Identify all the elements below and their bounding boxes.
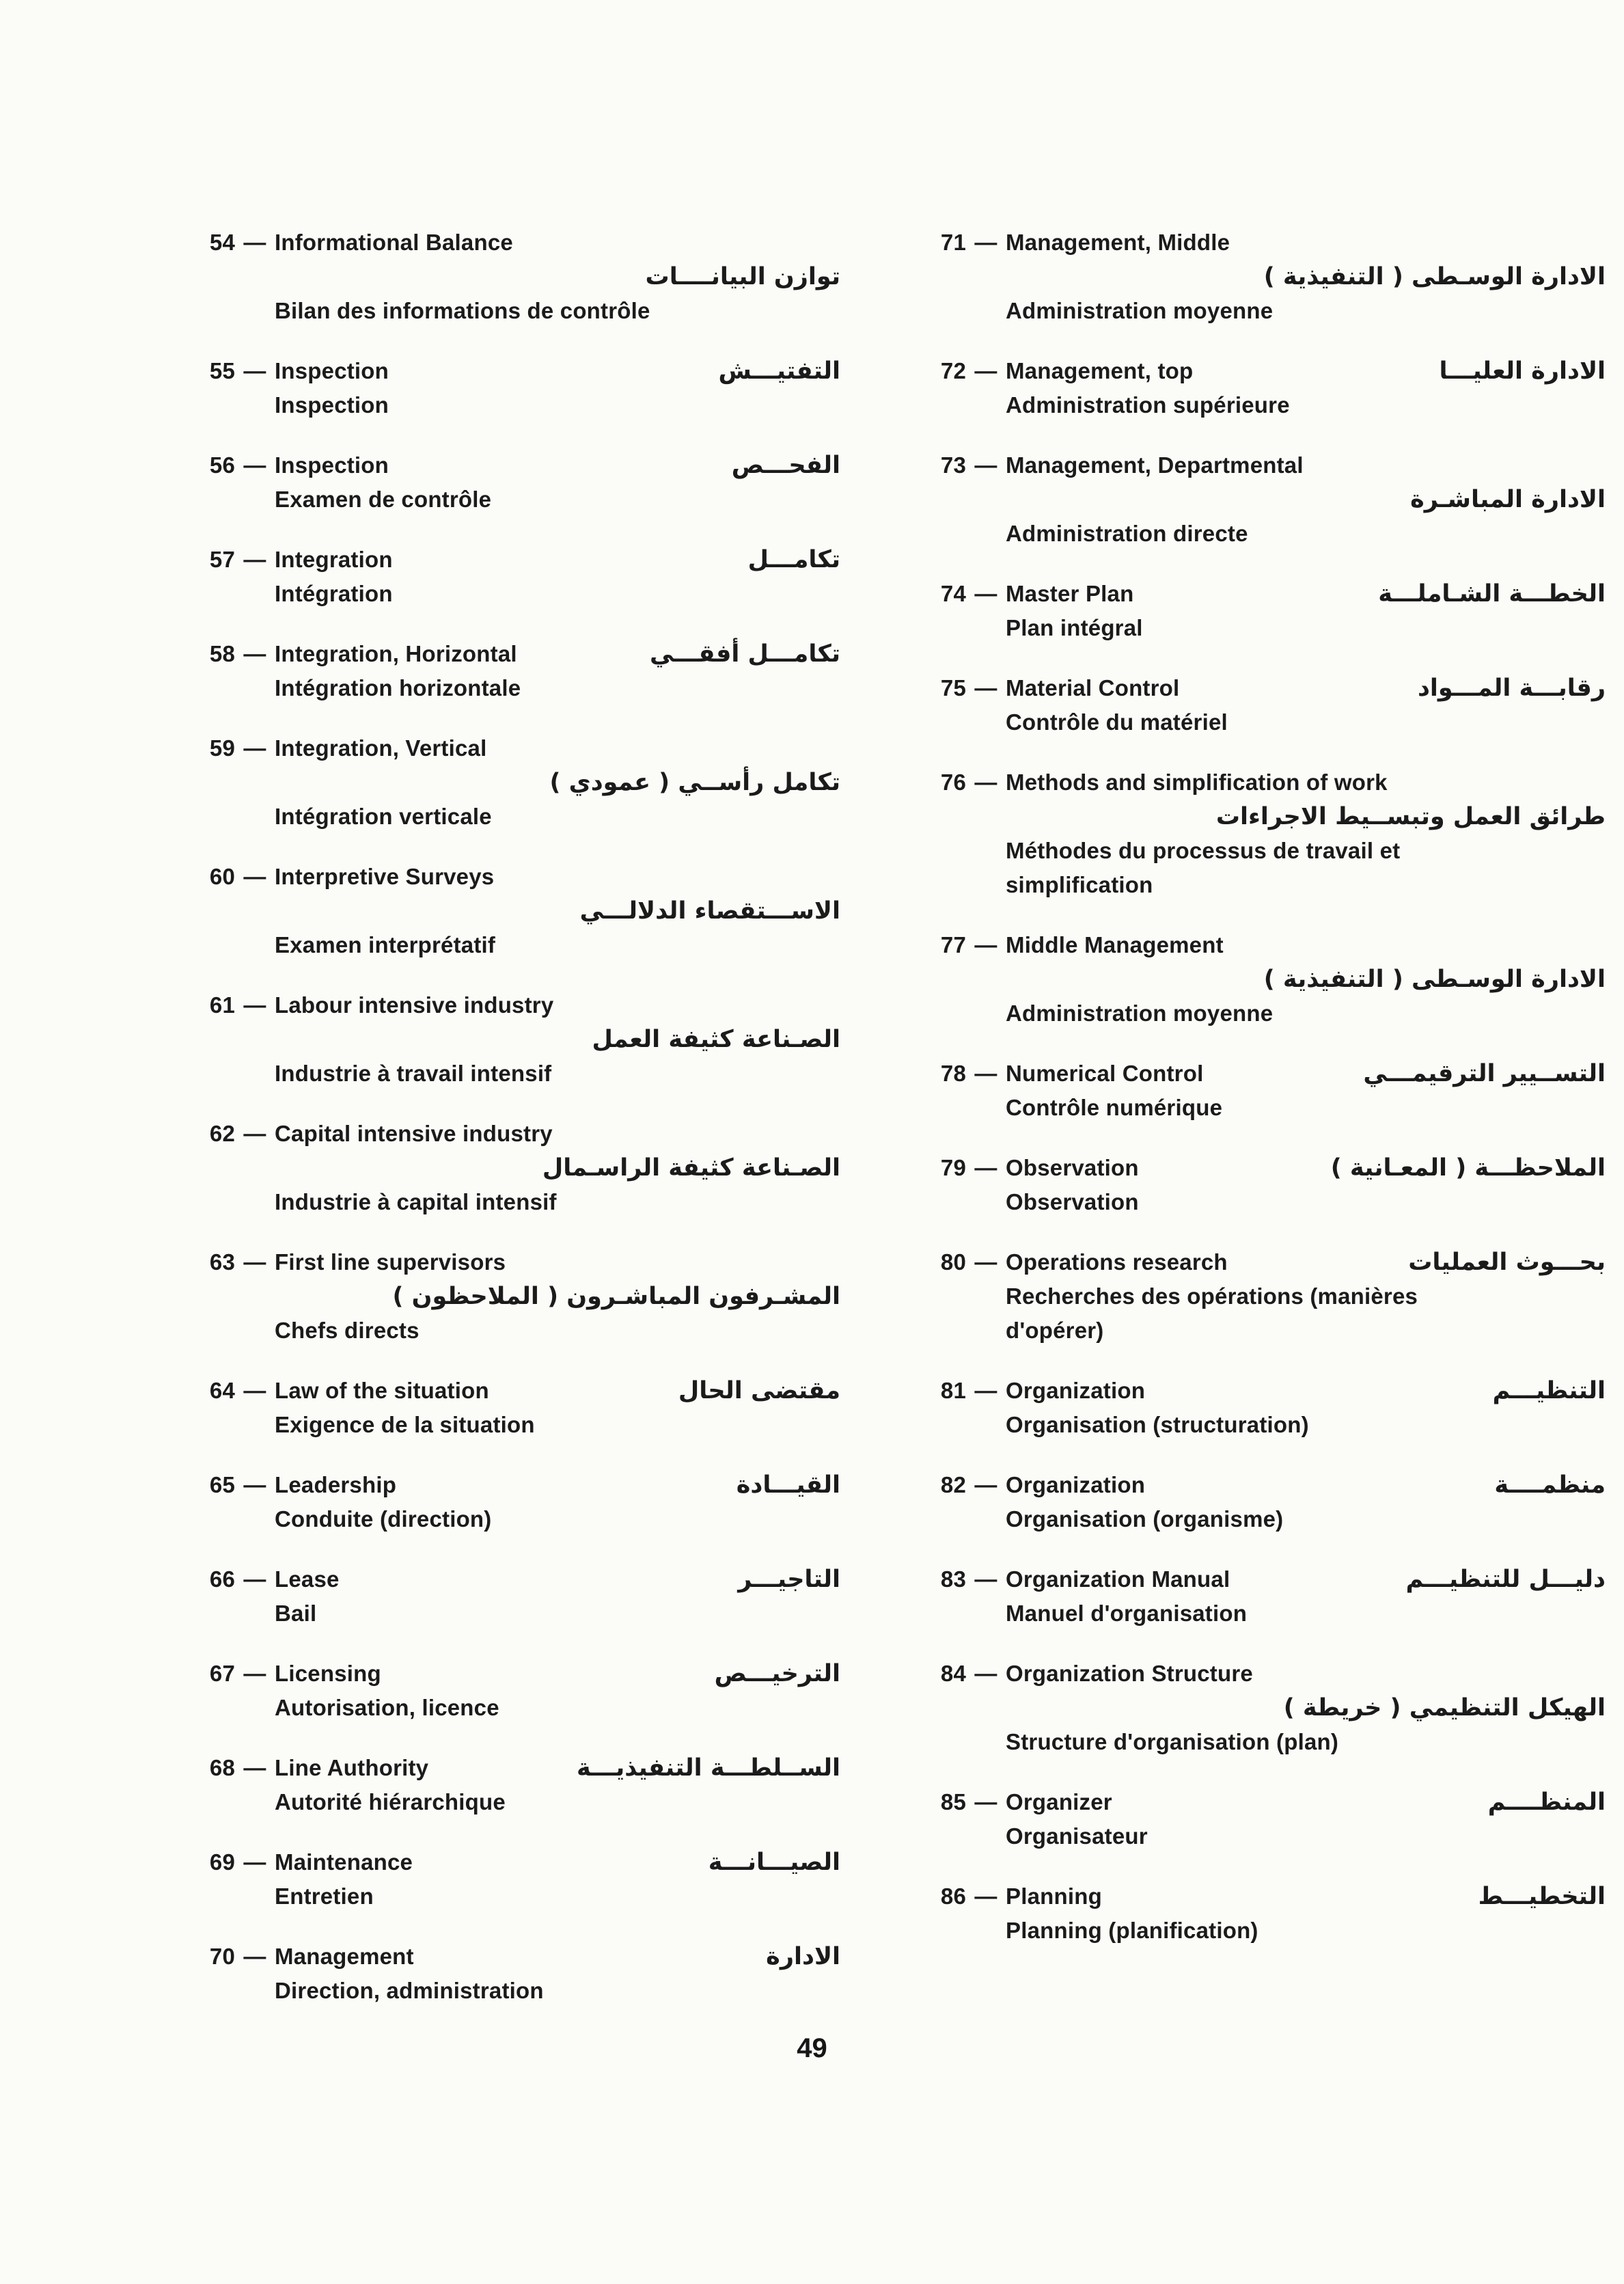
entry-separator-dash: —: [243, 1472, 266, 1497]
entry-term-english: Planning: [1006, 1884, 1102, 1909]
entry-term-arabic: منظمــــة: [1494, 1471, 1606, 1499]
entry-separator-dash: —: [243, 1661, 266, 1686]
glossary-entry: [191, 1751, 840, 1819]
glossary-entry: [922, 1562, 1606, 1631]
entry-term-french: Industrie à travail intensif: [275, 1061, 552, 1086]
entry-term-english: Line Authority: [275, 1755, 429, 1780]
entry-first-line: [191, 1562, 840, 1596]
entry-term-french: Direction, administration: [275, 1978, 544, 2003]
entry-term-arabic: بحـــوث العمليات: [1408, 1249, 1606, 1276]
entry-term-french: Planning (planification): [1006, 1918, 1258, 1943]
glossary-entry: [191, 860, 840, 962]
entry-term-arabic: الســلطـــة التنفيذيـــة: [576, 1754, 840, 1782]
entry-term-french: Intégration horizontale: [275, 675, 521, 701]
glossary-entry: [922, 1151, 1606, 1219]
entry-number: 59: [209, 735, 235, 761]
entry-number: 62: [209, 1121, 235, 1146]
entry-first-line: [191, 988, 840, 1022]
entry-term-french: Autorisation, licence: [275, 1695, 499, 1720]
entry-term-french: Bail: [275, 1601, 317, 1626]
entry-first-line: [922, 1562, 1606, 1596]
entry-separator-dash: —: [974, 1661, 997, 1686]
entry-term-arabic: الادارة الوسـطى ( التنفيذية ): [1263, 263, 1606, 290]
entry-term-arabic: رقابـــة المـــواد: [1417, 675, 1606, 702]
entry-separator-dash: —: [243, 358, 266, 383]
entry-first-line: [191, 1374, 840, 1408]
entry-term-english: Informational Balance: [275, 230, 513, 255]
glossary-entry: [191, 637, 840, 705]
entry-separator-dash: —: [243, 1121, 266, 1146]
entry-number: 80: [940, 1249, 966, 1275]
entry-first-line: [191, 1468, 840, 1502]
glossary-entry: [191, 1468, 840, 1536]
entry-term-french: Méthodes du processus de travail et simplification: [1006, 838, 1401, 897]
entry-first-line: [191, 543, 840, 577]
entry-term-french: Intégration verticale: [275, 804, 492, 829]
entry-number: 73: [940, 452, 966, 478]
entry-term-arabic: التخطيـــط: [1478, 1883, 1606, 1910]
left-column: [191, 226, 840, 2034]
entry-term-arabic: الصيـــانـــة: [708, 1849, 840, 1876]
entry-number: 66: [209, 1566, 235, 1592]
entry-term-english: Maintenance: [275, 1849, 413, 1875]
entry-term-french: Structure d'organisation (plan): [1006, 1729, 1339, 1754]
glossary-entry: [922, 1468, 1606, 1536]
entry-separator-dash: —: [243, 735, 266, 761]
entry-term-arabic: المشـرفون المباشـرون ( الملاحظون ): [392, 1283, 840, 1310]
entry-term-arabic: التنظيـــم: [1492, 1377, 1606, 1404]
entry-term-french: Autorité hiérarchique: [275, 1789, 506, 1814]
entry-separator-dash: —: [974, 581, 997, 606]
entry-term-arabic: الادارة: [766, 1943, 840, 1970]
glossary-entry: [191, 1117, 840, 1219]
entry-term-french: Manuel d'organisation: [1006, 1601, 1248, 1626]
entry-separator-dash: —: [243, 992, 266, 1018]
entry-term-arabic: الاســـتقصاء الدلالـــي: [579, 897, 840, 925]
entry-separator-dash: —: [974, 358, 997, 383]
entry-term-english: Master Plan: [1006, 581, 1134, 606]
entry-term-french: Entretien: [275, 1884, 374, 1909]
entry-term-english: Numerical Control: [1006, 1061, 1204, 1086]
entry-term-english: Middle Management: [1006, 932, 1224, 957]
entry-first-line: [922, 1374, 1606, 1408]
entry-term-french: Conduite (direction): [275, 1506, 492, 1532]
entry-term-arabic: الفحـــص: [731, 452, 840, 479]
entry-term-arabic: تكامل رأســي ( عمودي ): [549, 769, 840, 796]
glossary-entry: [922, 577, 1606, 645]
entry-separator-dash: —: [974, 1566, 997, 1592]
entry-first-line: [191, 1245, 840, 1279]
entry-separator-dash: —: [243, 1755, 266, 1780]
entry-term-french: Contrôle numérique: [1006, 1095, 1223, 1120]
entry-number: 54: [209, 230, 235, 255]
glossary-entry: [191, 1245, 840, 1348]
entry-term-english: Organization Structure: [1006, 1661, 1253, 1686]
entry-separator-dash: —: [243, 1849, 266, 1875]
entry-number: 82: [940, 1472, 966, 1497]
glossary-entry: [922, 1057, 1606, 1125]
entry-term-arabic: القيـــادة: [736, 1471, 840, 1499]
entry-term-arabic: دليـــل للتنظيـــم: [1405, 1566, 1606, 1593]
entry-number: 85: [940, 1789, 966, 1814]
entry-number: 57: [209, 547, 235, 572]
right-column: [922, 226, 1606, 2034]
entry-term-english: Organization Manual: [1006, 1566, 1230, 1592]
entry-term-french: Organisation (organisme): [1006, 1506, 1284, 1532]
entry-separator-dash: —: [974, 1155, 997, 1180]
glossary-entry: [922, 448, 1606, 551]
entry-term-arabic: الهيكل التنظيمي ( خريطة ): [1283, 1694, 1606, 1722]
entry-term-french: Examen de contrôle: [275, 487, 492, 512]
entry-term-english: Operations research: [1006, 1249, 1228, 1275]
entry-term-arabic: المنظــــم: [1487, 1789, 1606, 1816]
entry-first-line: [922, 1879, 1606, 1914]
glossary-entry: [922, 1785, 1606, 1853]
entry-number: 74: [940, 581, 966, 606]
entry-term-french: Exigence de la situation: [275, 1412, 535, 1437]
entry-first-line: [191, 1940, 840, 1974]
entry-separator-dash: —: [243, 547, 266, 572]
entry-separator-dash: —: [974, 1789, 997, 1814]
entry-term-arabic: الادارة العليـــا: [1439, 357, 1606, 385]
entry-term-french: Plan intégral: [1006, 615, 1143, 640]
glossary-entry: [922, 1879, 1606, 1948]
page-footer: [0, 2033, 1624, 2064]
entry-number: 75: [940, 675, 966, 701]
entry-separator-dash: —: [974, 1249, 997, 1275]
entry-first-line: [191, 1117, 840, 1151]
entry-term-arabic: توازن البيانــــات: [645, 263, 840, 290]
entry-term-french: Chefs directs: [275, 1318, 419, 1343]
entry-first-line: [922, 765, 1606, 800]
entry-term-arabic: الخطـــة الشـاملـــة: [1378, 580, 1606, 608]
entry-number: 76: [940, 770, 966, 795]
entry-term-english: Management, Departmental: [1006, 452, 1304, 478]
glossary-entry: [191, 1845, 840, 1914]
entry-number: 56: [209, 452, 235, 478]
entry-term-english: Integration, Vertical: [275, 735, 487, 761]
entry-term-english: Licensing: [275, 1661, 381, 1686]
entry-term-french: Administration moyenne: [1006, 1001, 1274, 1026]
entry-term-english: Leadership: [275, 1472, 397, 1497]
entry-first-line: [191, 448, 840, 482]
entry-term-english: Management, top: [1006, 358, 1194, 383]
entry-separator-dash: —: [243, 230, 266, 255]
entry-term-arabic: تكامـــل أفقـــي: [649, 640, 840, 668]
entry-term-english: Lease: [275, 1566, 340, 1592]
entry-term-english: Management, Middle: [1006, 230, 1230, 255]
glossary-entry: [922, 1657, 1606, 1759]
entry-term-english: Organizer: [1006, 1789, 1112, 1814]
entry-term-english: Inspection: [275, 452, 389, 478]
entry-first-line: [922, 448, 1606, 482]
entry-first-line: [922, 226, 1606, 260]
glossary-entry: [922, 765, 1606, 902]
entry-term-arabic: الملاحظـــة ( المعـانية ): [1330, 1154, 1606, 1182]
glossary-entry: [191, 1374, 840, 1442]
entry-separator-dash: —: [243, 864, 266, 889]
entry-term-english: Observation: [1006, 1155, 1139, 1180]
entry-term-arabic: التســيير الترقيمـــي: [1363, 1060, 1606, 1087]
entry-first-line: [922, 928, 1606, 962]
entry-number: 72: [940, 358, 966, 383]
entry-number: 60: [209, 864, 235, 889]
entry-number: 77: [940, 932, 966, 957]
glossary-entry: [922, 1374, 1606, 1442]
glossary-entry: [922, 928, 1606, 1031]
entry-number: 69: [209, 1849, 235, 1875]
entry-number: 58: [209, 641, 235, 666]
entry-term-arabic: التاجيـــر: [738, 1566, 840, 1593]
entry-first-line: [922, 1151, 1606, 1185]
entry-separator-dash: —: [974, 1472, 997, 1497]
entry-term-french: Observation: [1006, 1189, 1139, 1214]
entry-term-english: Organization: [1006, 1378, 1146, 1403]
entry-term-arabic: الصـناعة كثيفة الراسـمال: [542, 1154, 840, 1182]
glossary-entry: [191, 731, 840, 834]
entry-separator-dash: —: [974, 230, 997, 255]
glossary-entry: [922, 671, 1606, 739]
entry-term-arabic: الادارة المباشـرة: [1410, 486, 1606, 513]
glossary-entry: [922, 226, 1606, 328]
entry-separator-dash: —: [243, 641, 266, 666]
entry-separator-dash: —: [243, 452, 266, 478]
entry-separator-dash: —: [243, 1249, 266, 1275]
entry-term-french: Organisateur: [1006, 1823, 1148, 1849]
entry-term-french: Inspection: [275, 392, 389, 418]
entry-term-arabic: مقتضى الحال: [678, 1377, 840, 1404]
glossary-entry: [191, 226, 840, 328]
entry-term-arabic: الترخيـــص: [714, 1660, 840, 1687]
entry-number: 68: [209, 1755, 235, 1780]
entry-term-french: Administration moyenne: [1006, 298, 1274, 323]
entry-term-arabic: طرائق العمل وتبســيط الاجراءات: [1215, 803, 1606, 830]
entry-first-line: [191, 1657, 840, 1691]
entry-number: 67: [209, 1661, 235, 1686]
entry-number: 63: [209, 1249, 235, 1275]
glossary-entry: [191, 543, 840, 611]
entry-term-english: Methods and simplification of work: [1006, 770, 1388, 795]
entry-term-english: Labour intensive industry: [275, 992, 554, 1018]
entry-separator-dash: —: [974, 1378, 997, 1403]
entry-number: 61: [209, 992, 235, 1018]
entry-number: 70: [209, 1944, 235, 1969]
entry-term-french: Recherches des opérations (manières d'opérer): [1006, 1283, 1418, 1343]
entry-term-arabic: الصـناعة كثيفة العمل: [592, 1026, 840, 1053]
entry-first-line: [922, 1785, 1606, 1819]
entry-first-line: [191, 354, 840, 388]
entry-term-french: Administration directe: [1006, 521, 1248, 546]
entry-term-english: Law of the situation: [275, 1378, 489, 1403]
entry-separator-dash: —: [243, 1566, 266, 1592]
entry-term-french: Intégration: [275, 581, 393, 606]
entry-first-line: [922, 671, 1606, 705]
entry-term-english: Organization: [1006, 1472, 1146, 1497]
entry-first-line: [191, 226, 840, 260]
entry-number: 86: [940, 1884, 966, 1909]
glossary-entry: [191, 448, 840, 517]
entry-number: 65: [209, 1472, 235, 1497]
entry-separator-dash: —: [974, 770, 997, 795]
entry-term-french: Examen interprétatif: [275, 932, 496, 957]
entry-term-english: Management: [275, 1944, 414, 1969]
entry-number: 55: [209, 358, 235, 383]
entry-term-arabic: تكامـــل: [747, 546, 840, 573]
entry-first-line: [922, 1245, 1606, 1279]
entry-term-french: Administration supérieure: [1006, 392, 1290, 418]
entry-separator-dash: —: [974, 1061, 997, 1086]
entry-term-french: Industrie à capital intensif: [275, 1189, 557, 1214]
entry-term-french: Contrôle du matériel: [1006, 709, 1228, 735]
glossary-entry: [922, 1245, 1606, 1348]
entry-term-arabic: التفتيـــش: [718, 357, 840, 385]
entry-term-english: Interpretive Surveys: [275, 864, 495, 889]
entry-number: 64: [209, 1378, 235, 1403]
entry-number: 78: [940, 1061, 966, 1086]
glossary-entry: [191, 354, 840, 422]
entry-first-line: [922, 1657, 1606, 1691]
entry-separator-dash: —: [974, 932, 997, 957]
entry-first-line: [922, 354, 1606, 388]
entry-first-line: [191, 1845, 840, 1879]
entry-term-arabic: الادارة الوسـطى ( التنفيذية ): [1263, 966, 1606, 993]
entry-first-line: [191, 860, 840, 894]
entry-term-english: Material Control: [1006, 675, 1180, 701]
entry-term-english: Capital intensive industry: [275, 1121, 553, 1146]
entry-first-line: [922, 1468, 1606, 1502]
entry-number: 79: [940, 1155, 966, 1180]
glossary-entry: [191, 1562, 840, 1631]
entry-term-english: Integration: [275, 547, 393, 572]
entry-term-french: Bilan des informations de contrôle: [275, 298, 650, 323]
glossary-entry: [191, 1940, 840, 2008]
glossary-columns: [191, 226, 1606, 2034]
entry-term-french: Organisation (structuration): [1006, 1412, 1309, 1437]
entry-separator-dash: —: [243, 1378, 266, 1403]
entry-separator-dash: —: [974, 452, 997, 478]
entry-first-line: [922, 1057, 1606, 1091]
entry-term-english: Inspection: [275, 358, 389, 383]
entry-number: 81: [940, 1378, 966, 1403]
page-number: 49: [797, 2033, 827, 2063]
entry-first-line: [922, 577, 1606, 611]
glossary-entry: [191, 988, 840, 1091]
entry-first-line: [191, 1751, 840, 1785]
entry-number: 71: [940, 230, 966, 255]
entry-term-english: First line supervisors: [275, 1249, 506, 1275]
entry-first-line: [191, 731, 840, 765]
entry-first-line: [191, 637, 840, 671]
glossary-entry: [922, 354, 1606, 422]
entry-separator-dash: —: [243, 1944, 266, 1969]
glossary-entry: [191, 1657, 840, 1725]
entry-number: 84: [940, 1661, 966, 1686]
entry-separator-dash: —: [974, 1884, 997, 1909]
entry-number: 83: [940, 1566, 966, 1592]
entry-term-english: Integration, Horizontal: [275, 641, 517, 666]
entry-separator-dash: —: [974, 675, 997, 701]
